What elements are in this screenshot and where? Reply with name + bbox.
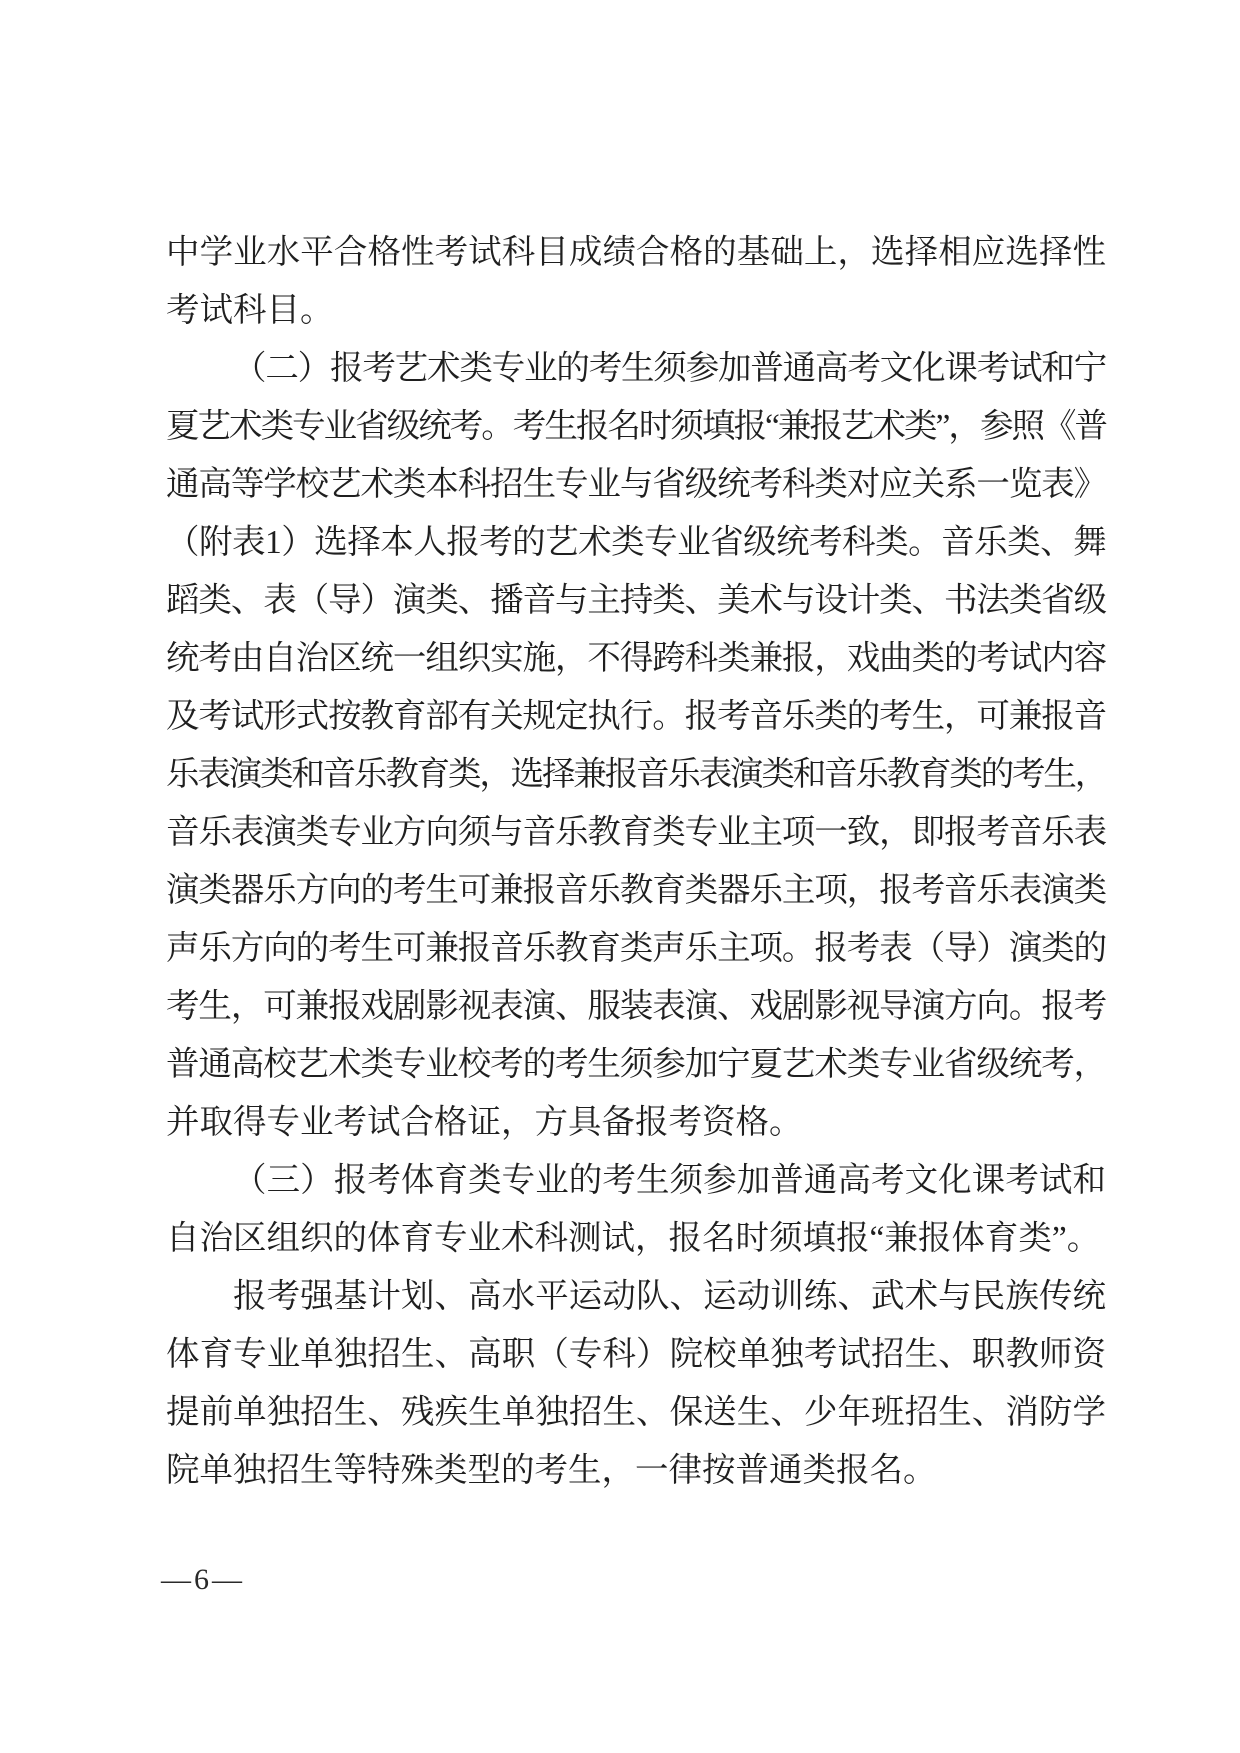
body-line: 普通高校艺术类专业校考的考生须参加宁夏艺术类专业省级统考， [166,1046,1106,1083]
body-line: 院单独招生等特殊类型的考生，一律按普通类报名。 [166,1452,937,1489]
body-line: 报考强基计划、高水平运动队、运动训练、武术与民族传统 [233,1278,1106,1315]
body-line: 通高等学校艺术类本科招生专业与省级统考科类对应关系一览表》 [166,466,1106,503]
body-line: 夏艺术类专业省级统考。考生报名时须填报“兼报艺术类”，参照《普 [166,408,1106,445]
body-line: 统考由自治区统一组织实施，不得跨科类兼报，戏曲类的考试内容 [166,640,1106,677]
body-line: 考生，可兼报戏剧影视表演、服装表演、戏剧影视导演方向。报考 [166,988,1106,1025]
body-line: 并取得专业考试合格证，方具备报考资格。 [166,1104,803,1141]
document-body [166,224,1106,1500]
body-line: 及考试形式按教育部有关规定执行。报考音乐类的考生，可兼报音 [166,698,1106,735]
body-line: 体育专业单独招生、高职（专科）院校单独考试招生、职教师资 [166,1336,1106,1373]
body-line: 考试科目。 [166,292,334,329]
body-line: 自治区组织的体育专业术科测试，报名时须填报“兼报体育类”。 [166,1220,1101,1257]
body-line: 中学业水平合格性考试科目成绩合格的基础上，选择相应选择性 [166,234,1106,271]
body-line: （三）报考体育类专业的考生须参加普通高考文化课考试和 [233,1162,1106,1199]
page-number: —6— [161,1563,245,1596]
body-line: 乐表演类和音乐教育类，选择兼报音乐表演类和音乐教育类的考生， [166,756,1106,793]
body-line: 声乐方向的考生可兼报音乐教育类声乐主项。报考表（导）演类的 [166,930,1106,967]
body-line: 演类器乐方向的考生可兼报音乐教育类器乐主项，报考音乐表演类 [166,872,1106,909]
body-line: 蹈类、表（导）演类、播音与主持类、美术与设计类、书法类省级 [166,582,1106,619]
body-line: （二）报考艺术类专业的考生须参加普通高考文化课考试和宁 [233,350,1106,387]
body-line: 提前单独招生、残疾生单独招生、保送生、少年班招生、消防学 [166,1394,1106,1431]
body-line: 音乐表演类专业方向须与音乐教育类专业主项一致，即报考音乐表 [166,814,1106,851]
body-line: （附表1）选择本人报考的艺术类专业省级统考科类。音乐类、舞 [166,524,1106,561]
